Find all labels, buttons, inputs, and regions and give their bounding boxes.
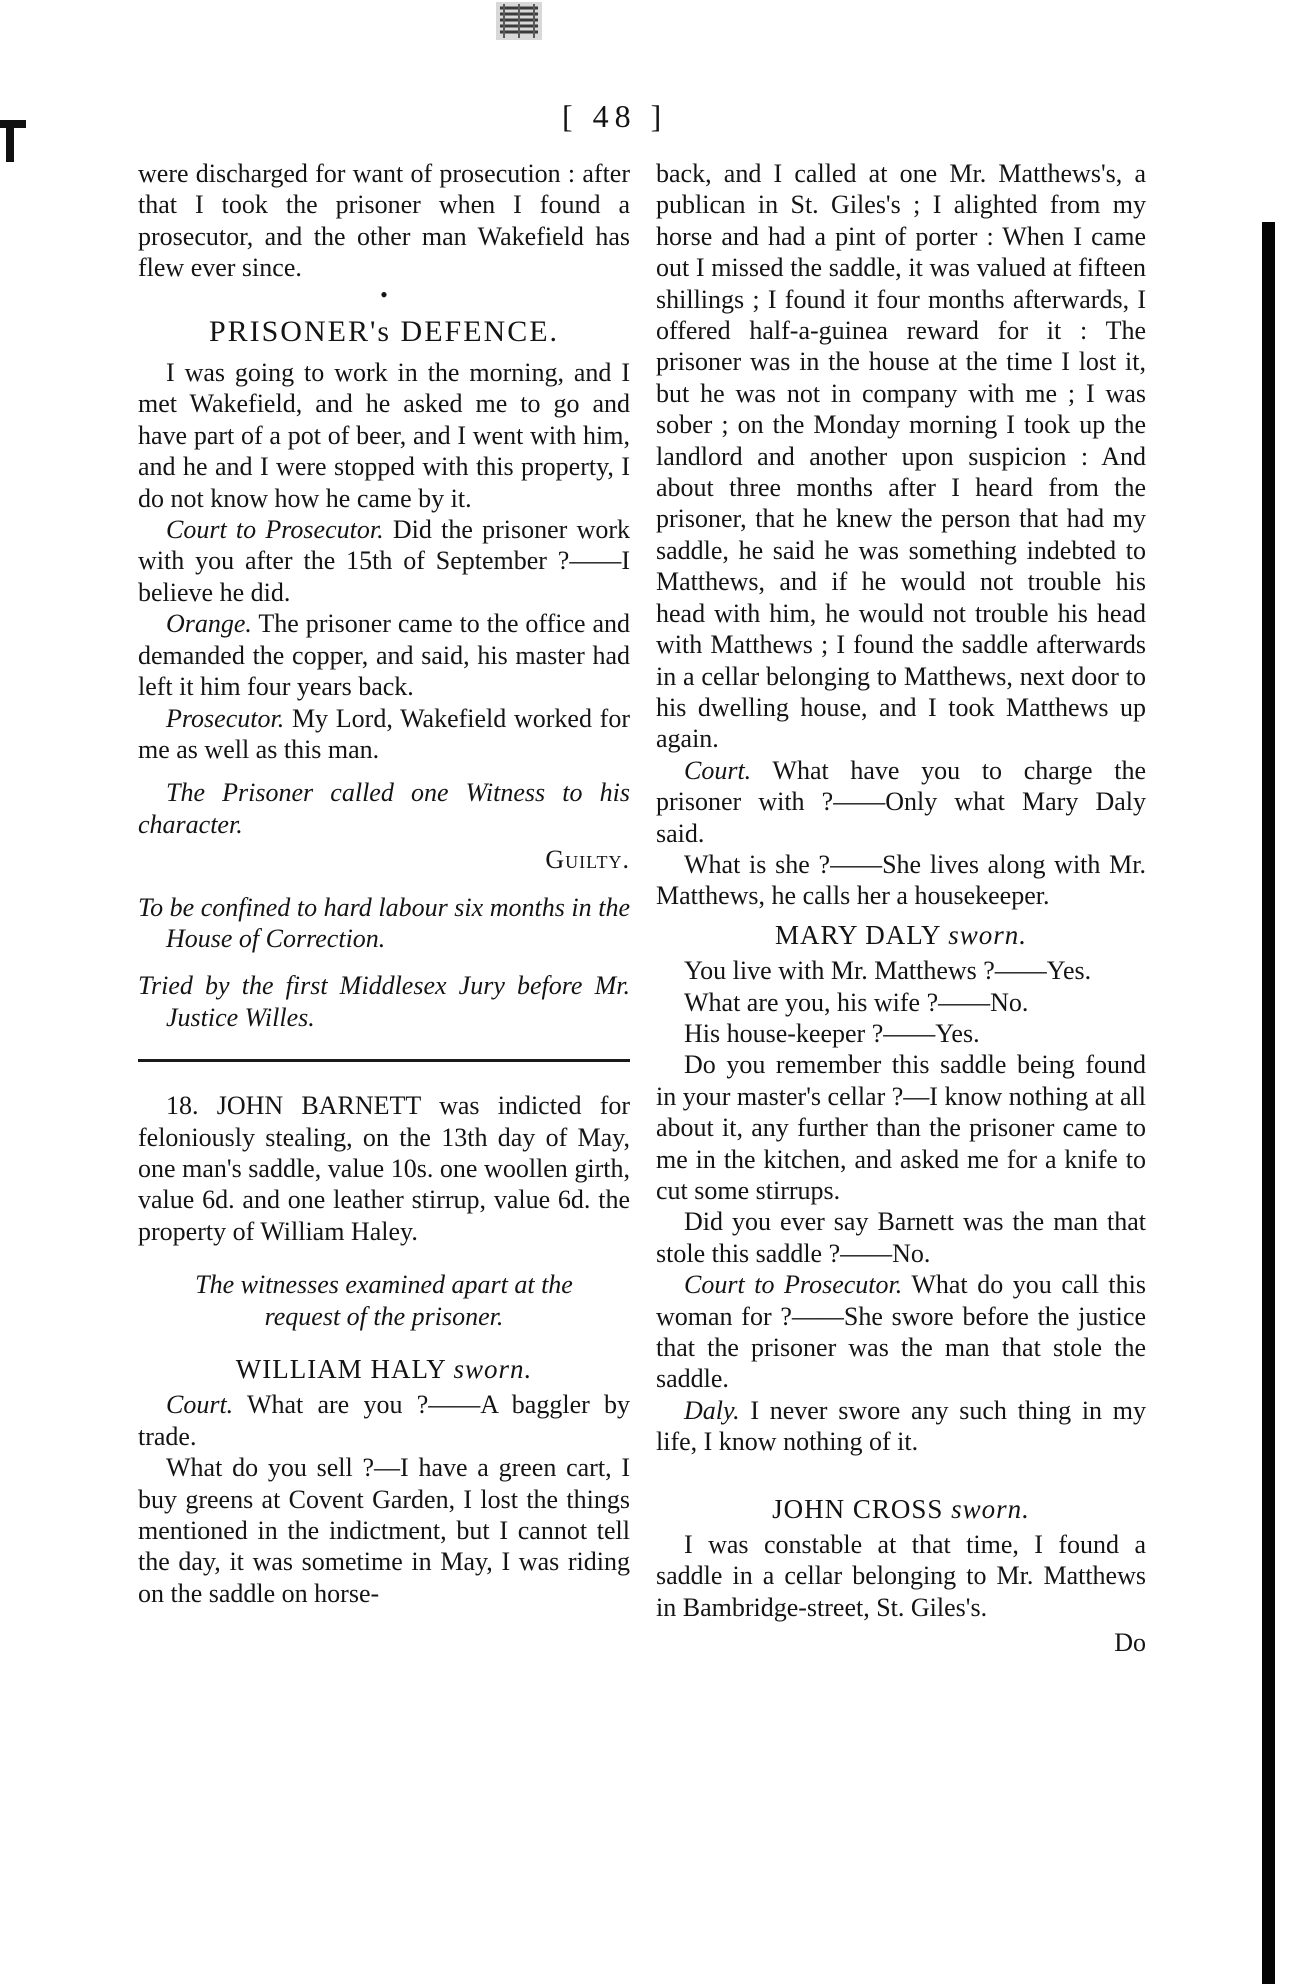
paragraph: Prosecutor. My Lord, Wakefield worked for me as well as this man.: [138, 703, 631, 764]
paragraph: Daly. I never swore any such thing in my life, I know nothing of it.: [656, 1395, 1146, 1457]
tried-by: Tried by the first Middlesex Jury before Mr. Justice Willes.: [138, 971, 630, 1032]
speaker: Orange.: [166, 609, 252, 639]
witness-heading: WILLIAM HALY sworn.: [235, 1354, 533, 1384]
section-heading: PRISONER's DEFENCE.: [208, 314, 560, 348]
paragraph: His house-keeper ?——Yes.: [684, 1018, 980, 1048]
printers-ornament: [494, 0, 544, 42]
paragraph: I was going to work in the morning, and I met Wakefield, and he asked me to go and have part of a pot of beer, and I went with him, and he and I were stopped with this property, I do not know how he came by it.: [138, 358, 630, 513]
paragraph: The Prisoner called one Witness to his character.: [138, 778, 630, 839]
case-paragraph: 18. JOHN BARNETT was indicted for feloniously stealing, on the 13th day of May, one man's saddle, value 10s. one woollen girth, value 6d. and one leather stirrup, value 6d. the property of William Haley.: [138, 1091, 631, 1246]
paragraph: back, and I called at one Mr. Matthews's, a publican in St. Giles's ; I alighted from my horse and had a pint of porter : When I came out I missed the saddle, it was valued at fifteen shillings ; I found it four months afterwards, I offered half-a-guinea reward for it : The prisoner was in the house at the time I lost it, but he was not in company with me ; I was sober ; on the Monday morning I took up the landlord and another upon suspicion : And about three months after I heard from the prisoner, that he knew the person that had my saddle, he said he was something indebted to Matthews, and if he would not trouble his head with him, he would not trouble his head with Matthews ; I found the saddle afterwards in a cellar belonging to Matthews, next door to his dwelling house, and I took Matthews up again.: [656, 159, 1146, 754]
speaker: Court to Prosecutor.: [166, 515, 384, 545]
catchword: Do: [1114, 1628, 1146, 1658]
left-column: [138, 158, 630, 1609]
paragraph: What is she ?——She lives along with Mr. Matthews, he calls her a housekeeper.: [656, 849, 1146, 911]
speaker: Daly.: [684, 1395, 740, 1425]
case-name: JOHN BARNETT: [216, 1091, 421, 1121]
case-number: 18.: [166, 1091, 199, 1121]
paragraph: were discharged for want of prosecution : after that I took the prisoner when I found a prosecutor, and the other man Wakefield has flew ever since.: [138, 159, 630, 283]
speaker: Court.: [166, 1390, 234, 1420]
page-number: [ 48 ]: [562, 98, 668, 134]
scan-margin-mark: [0, 116, 34, 166]
speaker: Prosecutor.: [166, 703, 285, 733]
case-divider: [138, 1059, 630, 1062]
right-column: [656, 158, 1146, 1659]
paragraph: You live with Mr. Matthews ?——Yes.: [684, 956, 1092, 986]
sentence: To be confined to hard labour six months in the House of Correction.: [138, 892, 630, 953]
paragraph: Court to Prosecutor. Did the prisoner work with you after the 15th of September ?——I believe he did.: [138, 515, 630, 607]
paragraph: I was constable at that time, I found a saddle in a cellar belonging to Mr. Matthews in Bambridge-street, St. Giles's.: [656, 1530, 1146, 1622]
paragraph: Court. What are you ?——A baggler by trade.: [138, 1390, 630, 1451]
witness-heading: MARY DALY sworn.: [774, 919, 1028, 950]
section-dot: •: [380, 281, 388, 307]
witness-heading: JOHN CROSS sworn.: [772, 1493, 1030, 1524]
verdict: Guilty.: [545, 845, 630, 875]
paragraph: Court to Prosecutor. What do you call this woman for ?——She swore before the justice that the prisoner was the man that stole the saddle.: [656, 1270, 1146, 1394]
paragraph: Orange. The prisoner came to the office and demanded the copper, and said, his master had left it him four years back.: [138, 609, 630, 702]
paragraph: Did you ever say Barnett was the man that stole this saddle ?——No.: [656, 1207, 1146, 1268]
speaker: Court.: [684, 755, 752, 785]
paragraph: Court. What have you to charge the prisoner with ?——Only what Mary Daly said.: [656, 755, 1146, 848]
paragraph: Do you remember this saddle being found in your master's cellar ?—I know nothing at all about it, any further than the prisoner came to me in the kitchen, and asked me for a knife to cut some stirrups.: [656, 1050, 1146, 1205]
paragraph: What are you, his wife ?——No.: [684, 987, 1029, 1017]
speaker: Court to Prosecutor.: [684, 1270, 903, 1300]
witness-note: The witnesses examined apart at the request of the prisoner.: [195, 1270, 573, 1331]
paragraph: What do you sell ?—I have a green cart, I buy greens at Covent Garden, I lost the things mentioned in the indictment, but I cannot tell the day, it was sometime in May, I was riding on the saddle on horse-: [138, 1453, 630, 1608]
scan-edge-bar: [1262, 222, 1275, 1984]
